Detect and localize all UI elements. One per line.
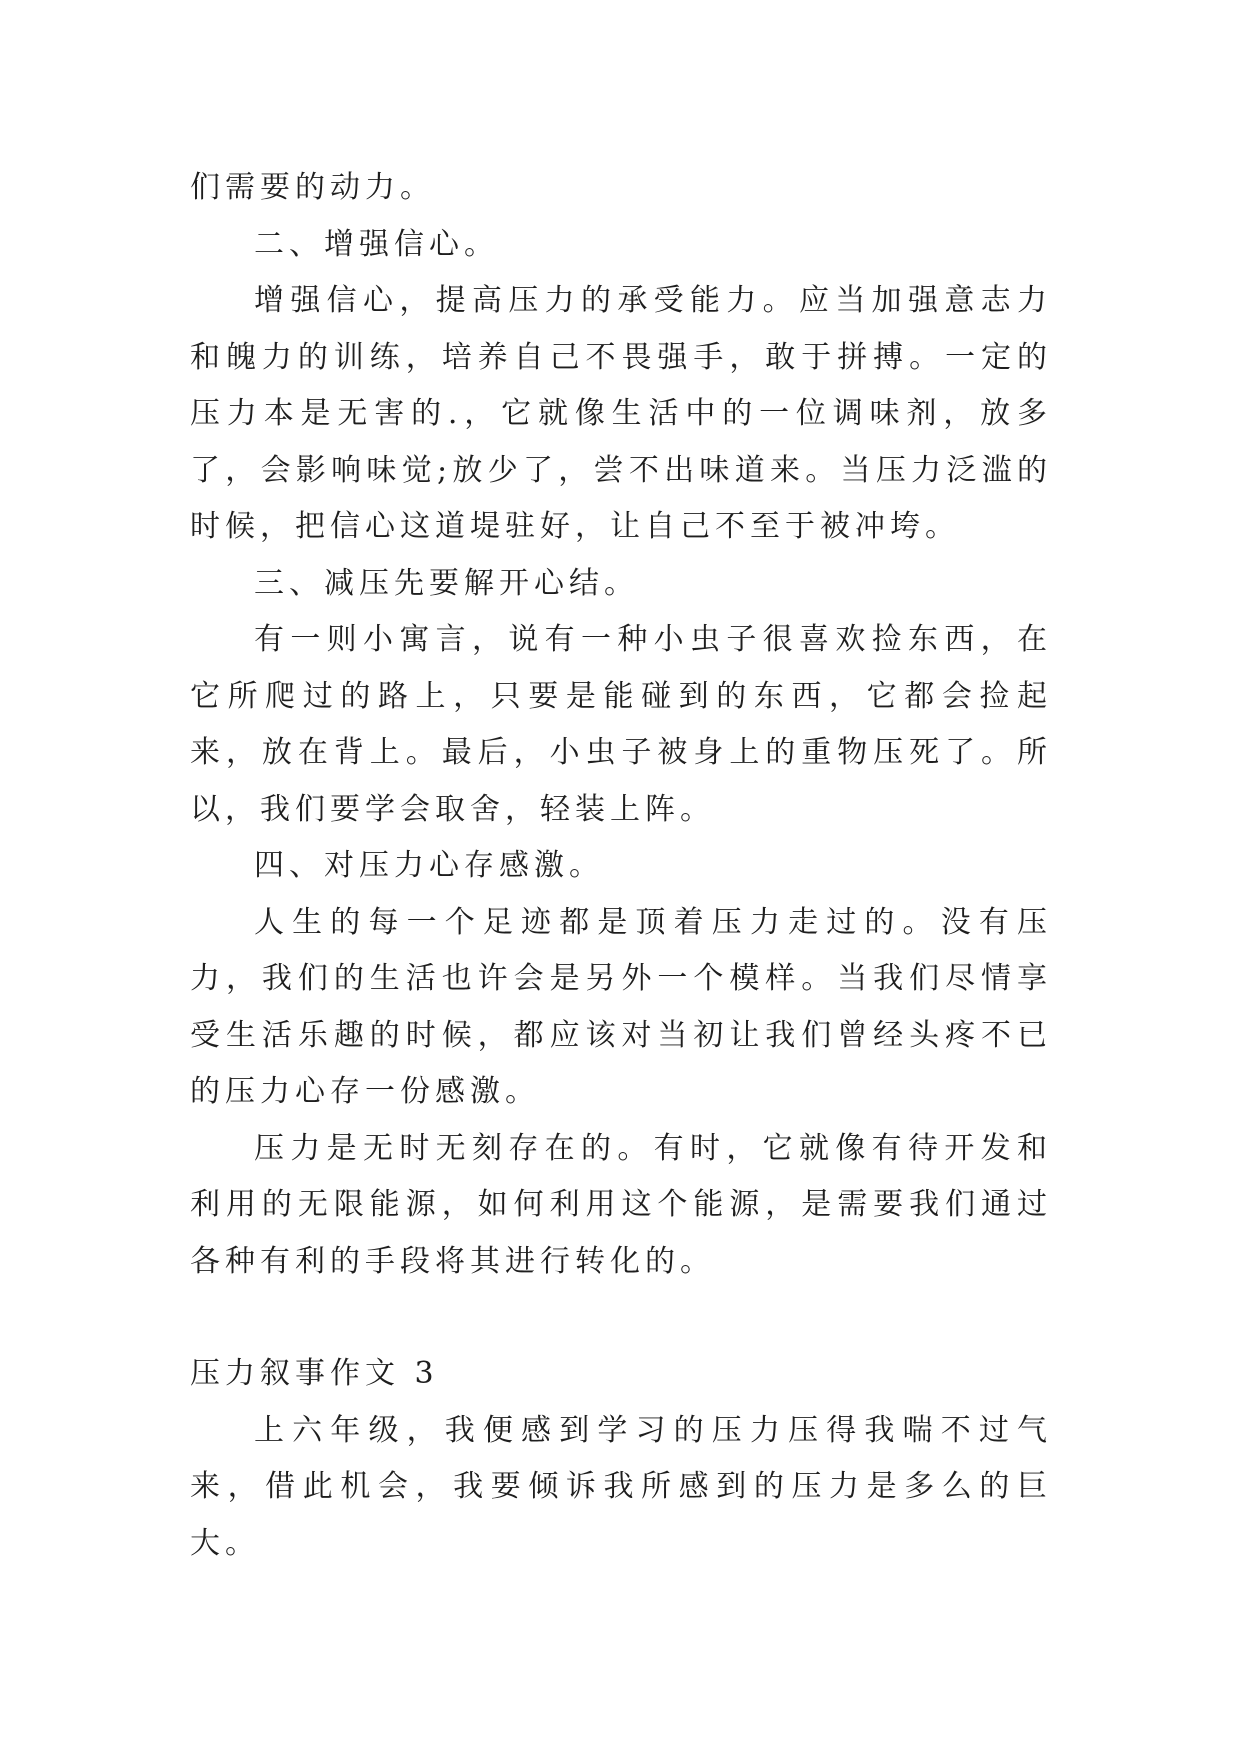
subheading-2: 二、增强信心。 — [254, 226, 499, 262]
paragraph: 上六年级，我便感到学习的压力压得我喘不过气来，借此机会，我要倾诉我所感到的压力是多么的巨大。 — [190, 1412, 1052, 1561]
paragraph-continuation: 们需要的动力。 — [190, 170, 435, 205]
document-body — [190, 160, 1052, 1572]
subheading-4: 四、对压力心存感激。 — [254, 848, 604, 883]
paragraph: 人生的每一个足迹都是顶着压力走过的。没有压力，我们的生活也许会是另外一个模样。当我们尽情享受生活乐趣的时候，都应该对当初让我们曾经头疼不已的压力心存一份感激。 — [190, 904, 1052, 1109]
subheading-3: 三、减压先要解开心结。 — [254, 565, 639, 601]
paragraph: 压力是无时无刻存在的。有时，它就像有待开发和利用的无限能源，如何利用这个能源，是需要我们通过各种有利的手段将其进行转化的。 — [190, 1130, 1052, 1279]
paragraph: 有一则小寓言，说有一种小虫子很喜欢捡东西，在它所爬过的路上，只要是能碰到的东西，它都会捡起来，放在背上。最后，小虫子被身上的重物压死了。所以，我们要学会取舍，轻装上阵。 — [190, 622, 1052, 827]
paragraph: 增强信心，提高压力的承受能力。应当加强意志力和魄力的训练，培养自己不畏强手，敢于拼搏。一定的压力本是无害的.，它就像生活中的一位调味剂，放多了，会影响味觉;放少了，尝不出味道来。当压力泛滥的时候，把信心这道堤驻好，让自己不至于被冲垮。 — [190, 283, 1052, 544]
section-title: 压力叙事作文 3 — [190, 1356, 439, 1391]
